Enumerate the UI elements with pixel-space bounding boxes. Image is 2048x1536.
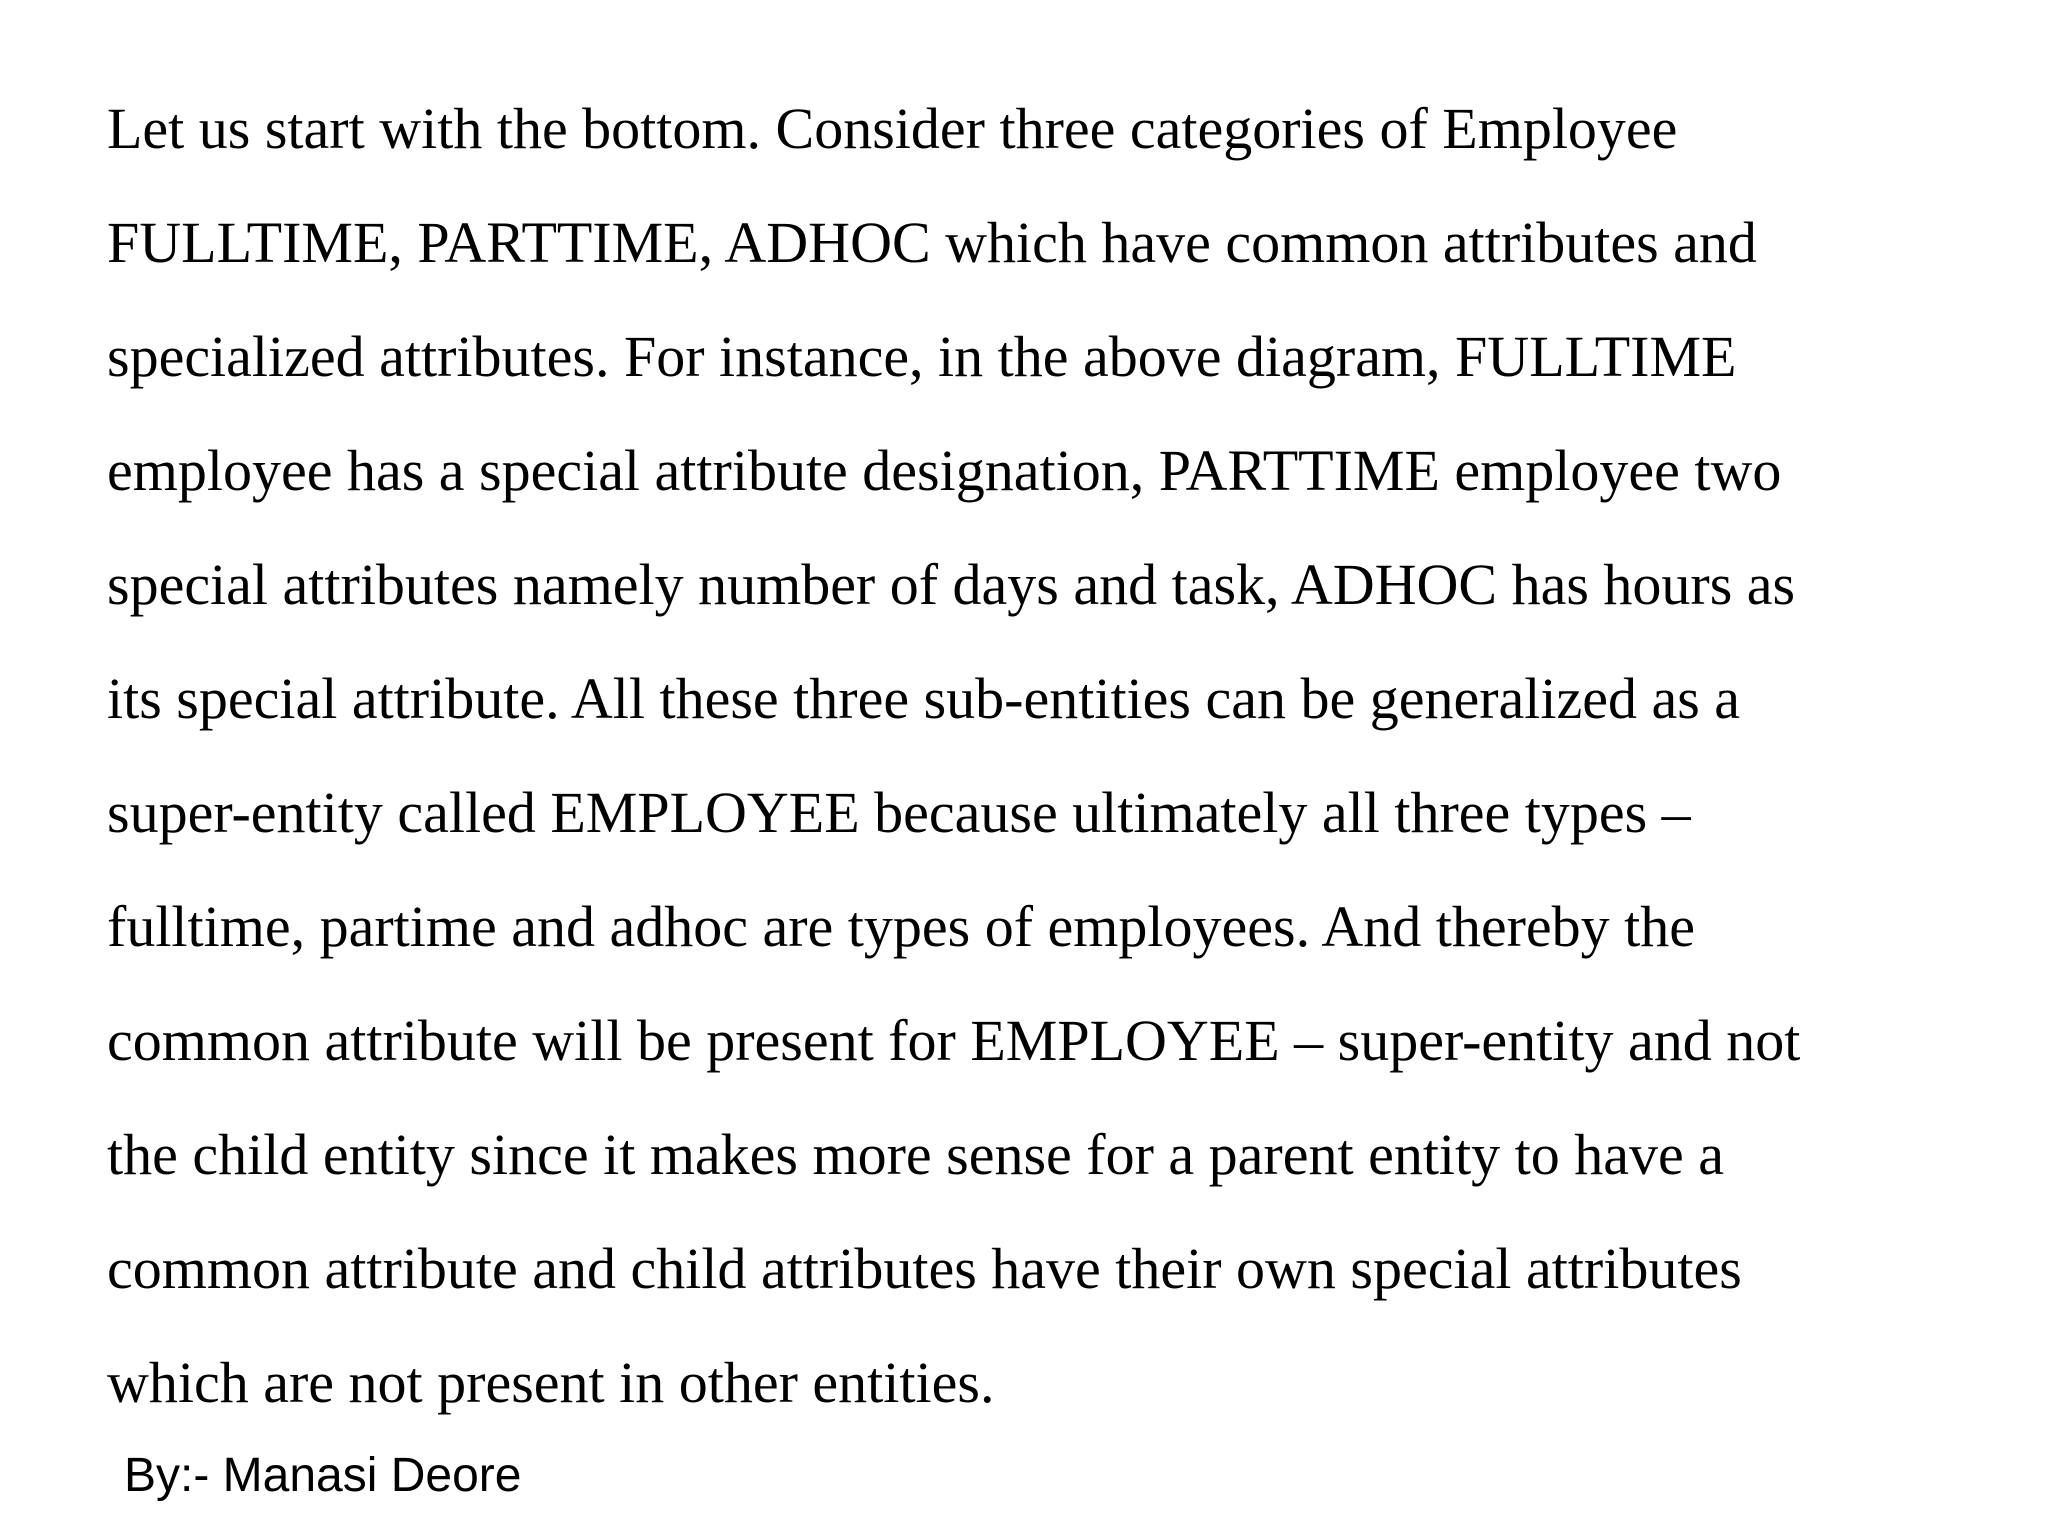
author-credit: By:- Manasi Deore bbox=[124, 1449, 522, 1502]
paragraph-line: common attribute will be present for EMPLOYEE – super-entity and not bbox=[107, 1008, 1801, 1073]
paragraph-line: fulltime, partime and adhoc are types of employees. And thereby the bbox=[107, 894, 1696, 959]
paragraph-line: which are not present in other entities. bbox=[107, 1350, 995, 1415]
paragraph-line: special attributes namely number of days and task, ADHOC has hours as bbox=[107, 552, 1796, 617]
paragraph-line: FULLTIME, PARTTIME, ADHOC which have common attributes and bbox=[107, 210, 1757, 275]
paragraph-line: employee has a special attribute designation, PARTTIME employee two bbox=[107, 438, 1782, 503]
paragraph-line: the child entity since it makes more sense for a parent entity to have a bbox=[107, 1122, 1725, 1187]
paragraph-line: its special attribute. All these three sub-entities can be generalized as a bbox=[107, 666, 1741, 731]
body-paragraph bbox=[107, 84, 2007, 1452]
paragraph-line: Let us start with the bottom. Consider three categories of Employee bbox=[107, 96, 1678, 161]
paragraph-line: super-entity called EMPLOYEE because ultimately all three types – bbox=[107, 780, 1691, 845]
paragraph-line: common attribute and child attributes have their own special attributes bbox=[107, 1236, 1742, 1301]
paragraph-line: specialized attributes. For instance, in the above diagram, FULLTIME bbox=[107, 324, 1737, 389]
